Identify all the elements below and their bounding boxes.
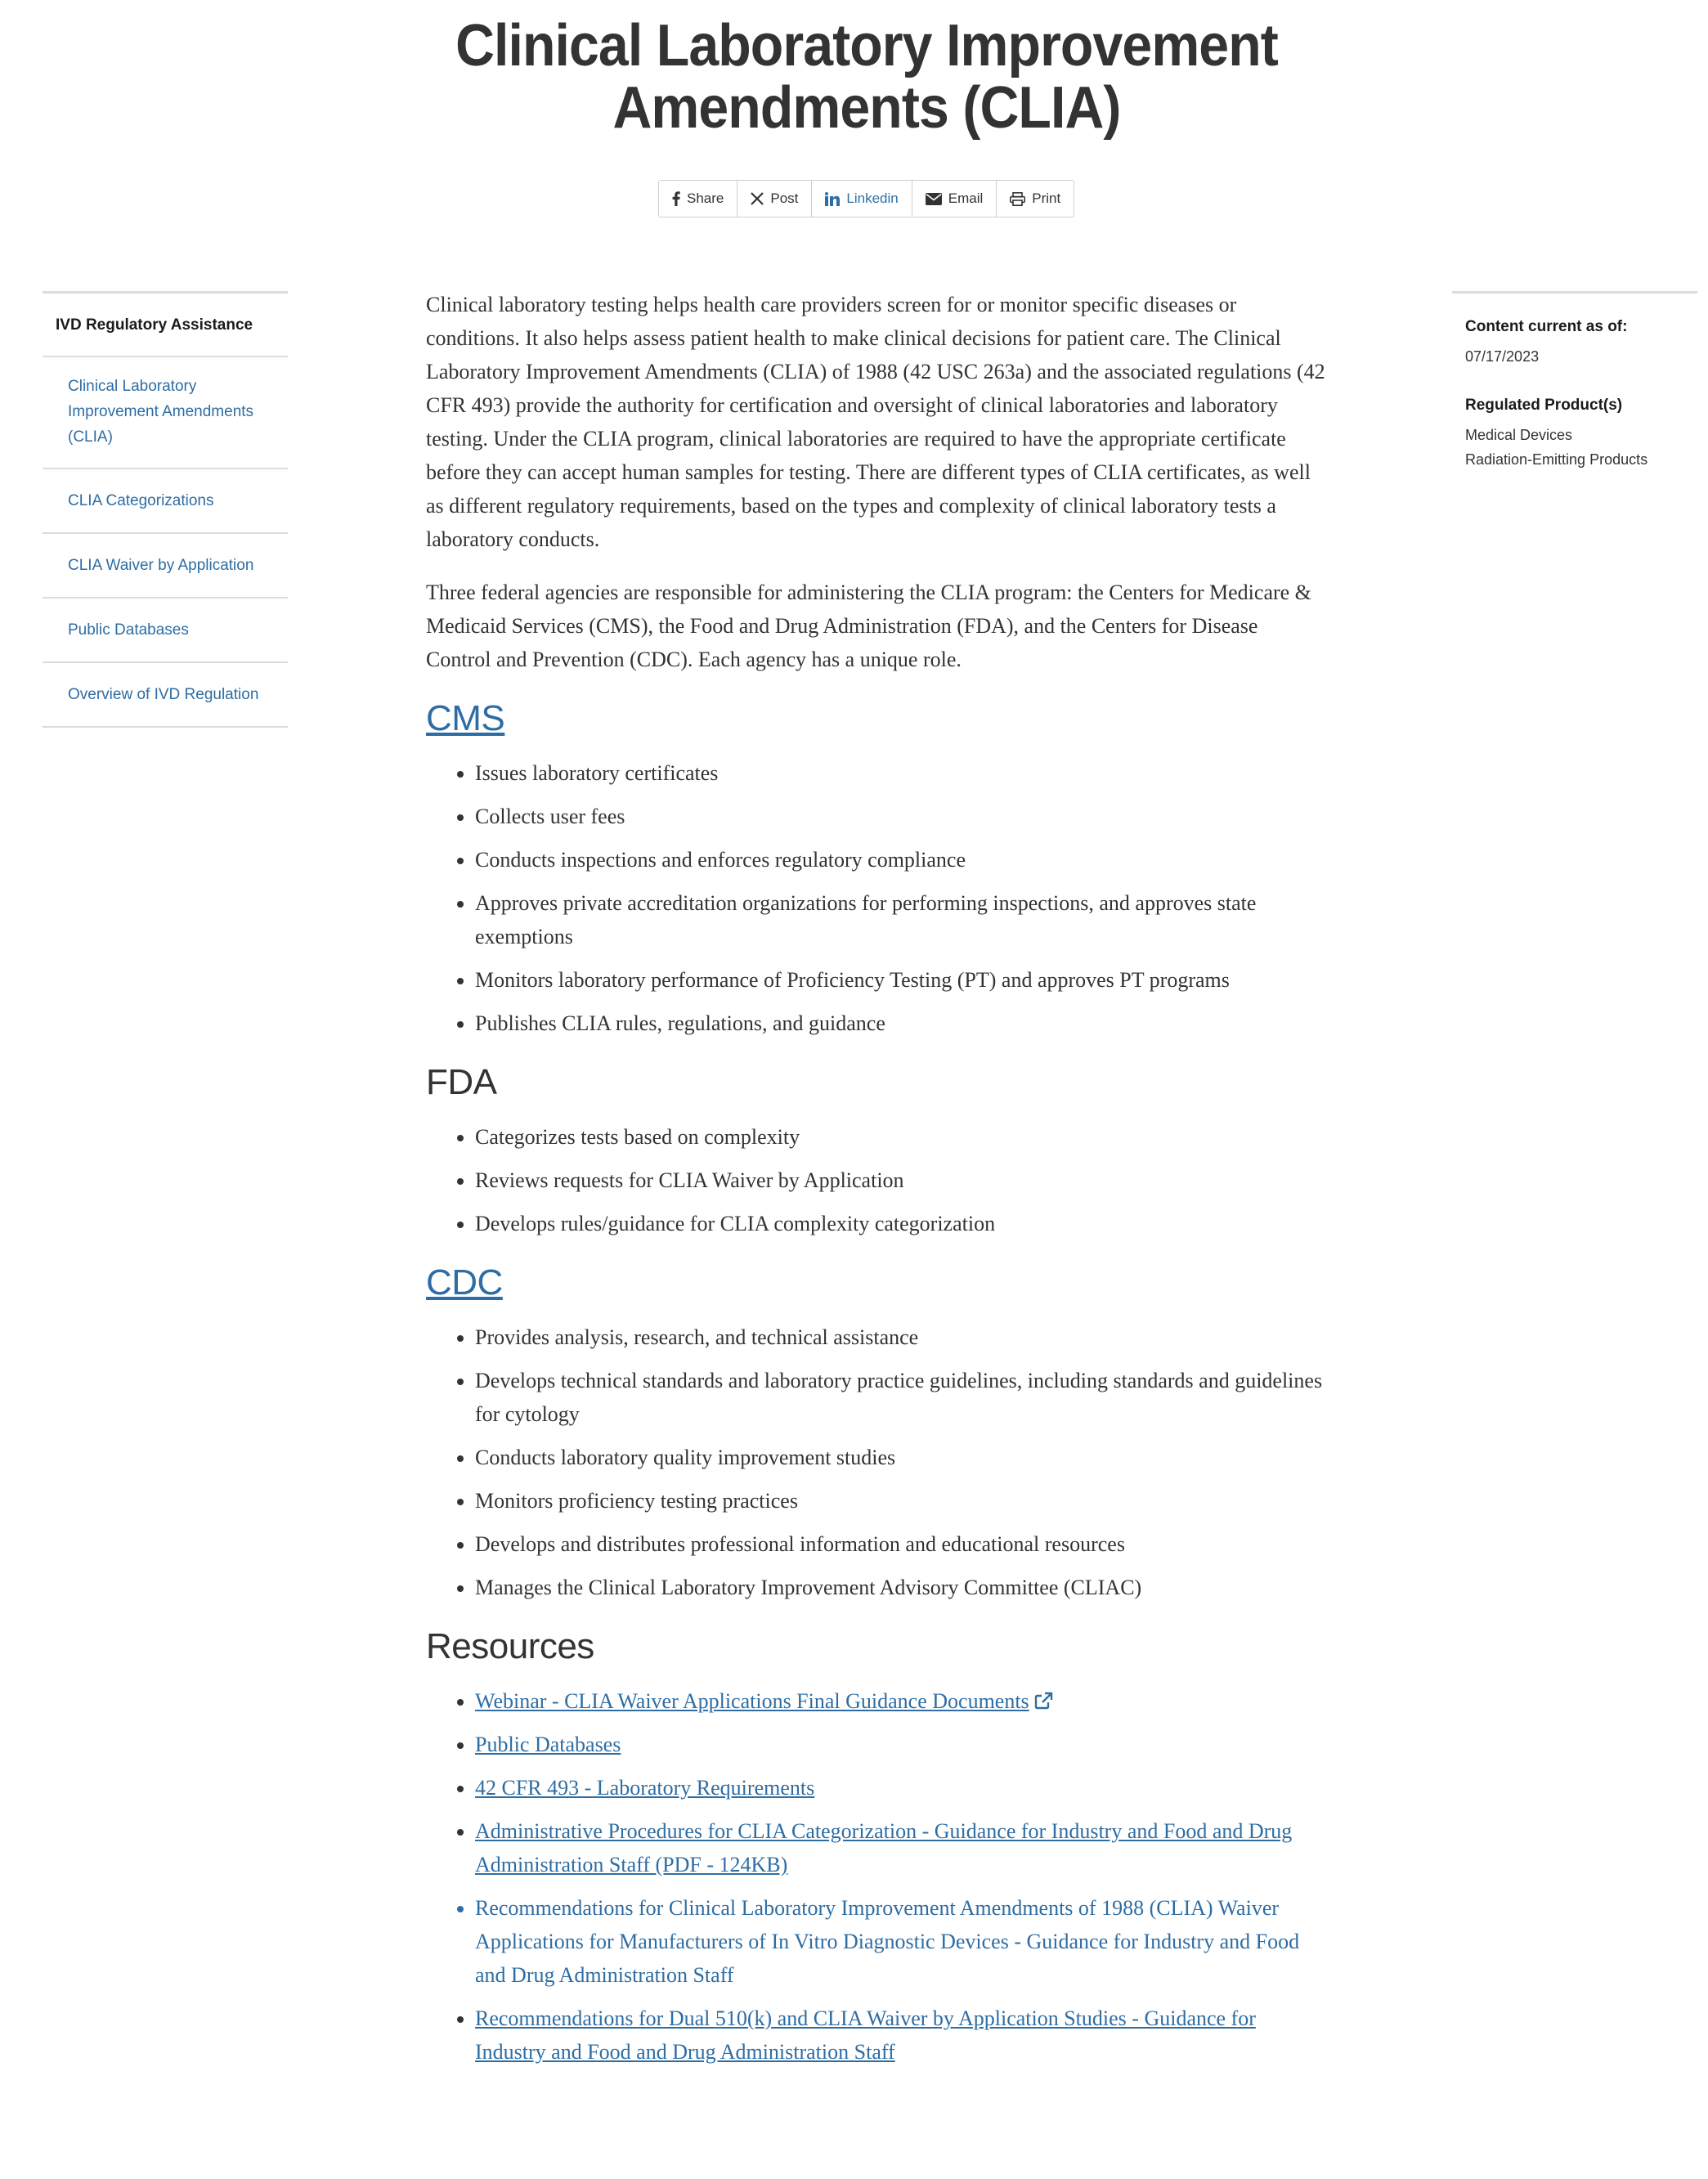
resource-recommendations-text: Recommendations for Clinical Laboratory Improvement Amendments of 1988 (CLIA) Waiver Applications for Manufacturers of In Vitro Diagnostic Devices - Guidance for Industry and Food and Drug Administration Staff xyxy=(475,1896,1300,1987)
main-content xyxy=(426,288,1325,2078)
list-item: • Reviews requests for CLIA Waiver by Application xyxy=(475,1163,1325,1197)
content-current-date: 07/17/2023 xyxy=(1465,348,1540,365)
list-item: • Develops rules/guidance for CLIA complexity categorization xyxy=(475,1207,1325,1240)
resource-item xyxy=(475,2002,1325,2069)
print-icon xyxy=(1010,192,1025,206)
list-item: • Manages the Clinical Laboratory Improvement Advisory Committee (CLIAC) xyxy=(475,1571,1325,1604)
resource-link-42cfr493[interactable]: 42 CFR 493 - Laboratory Requirements xyxy=(475,1776,815,1800)
regulated-product: Radiation-Emitting Products xyxy=(1465,451,1648,468)
share-facebook-button[interactable] xyxy=(659,181,737,217)
share-email-button[interactable] xyxy=(912,181,997,217)
print-label: Print xyxy=(1032,191,1061,206)
nav-item-public-databases[interactable]: Public Databases xyxy=(43,599,288,663)
share-x-button[interactable] xyxy=(737,181,812,217)
list-item: • Issues laboratory certificates xyxy=(475,756,1325,790)
cdc-link[interactable]: CDC xyxy=(426,1262,503,1302)
nav-item-clia-waiver[interactable]: CLIA Waiver by Application xyxy=(43,534,288,599)
agencies-paragraph: Three federal agencies are responsible for administering the CLIA program: the Centers for Medicare & Medicaid Services (CMS), the Food and Drug Administration (FDA), and the Centers for Disease Control and Prevention (CDC). Each agency has a unique role. xyxy=(426,581,1311,671)
resource-link-webinar[interactable]: Webinar - CLIA Waiver Applications Final Guidance Documents xyxy=(475,1689,1029,1713)
list-item: • Publishes CLIA rules, regulations, and guidance xyxy=(475,1007,1325,1040)
linkedin-label: Linkedin xyxy=(846,191,899,206)
nav-item-ivd-overview[interactable]: Overview of IVD Regulation xyxy=(43,663,288,728)
share-linkedin-button[interactable] xyxy=(812,181,912,217)
x-icon xyxy=(751,192,764,205)
resource-item xyxy=(475,1728,1325,1761)
left-nav xyxy=(43,291,288,728)
share-bar xyxy=(658,180,1074,217)
intro-paragraph: Clinical laboratory testing helps health care providers screen for or monitor specific diseases or conditions. It also helps assess patient health to make clinical decisions for patient care. The Clinical Laboratory Improvement Amendments (CLIA) of 1988 (42 USC 263a) and the associated regulations (42 CFR 493) provide the authority for certification and oversight of clinical laboratories and laboratory testing. Under the CLIA program, clinical laboratories are required to have the appropriate certificate before they can accept human samples for testing. There are different types of CLIA certificates, as well as different regulatory requirements, based on the types and complexity of clinical laboratory tests a laboratory conducts. xyxy=(426,293,1325,551)
cms-heading xyxy=(426,697,1325,740)
fda-list xyxy=(426,1120,1325,1240)
content-current-label: Content current as of: xyxy=(1465,318,1628,335)
resource-item xyxy=(475,1891,1325,1992)
external-link-icon xyxy=(1034,1692,1054,1710)
share-label: Share xyxy=(687,191,724,206)
resource-link-public-databases[interactable]: Public Databases xyxy=(475,1733,621,1756)
cms-list xyxy=(426,756,1325,1040)
list-item: • Develops technical standards and laboratory practice guidelines, including standards and guidelines for cytology xyxy=(475,1364,1325,1431)
linkedin-icon xyxy=(825,192,840,206)
cdc-heading xyxy=(426,1262,1325,1304)
page-title: Clinical Laboratory Improvement Amendments (CLIA) xyxy=(455,13,1278,141)
resource-link-dual-510k[interactable]: Recommendations for Dual 510(k) and CLIA Waiver by Application Studies - Guidance for Industry and Food and Drug Administration Staff xyxy=(475,2006,1256,2064)
resource-item xyxy=(475,1684,1325,1718)
content-meta xyxy=(1452,291,1697,496)
cdc-list xyxy=(426,1320,1325,1604)
list-item: • Approves private accreditation organizations for performing inspections, and approves state exemptions xyxy=(475,886,1325,953)
list-item: • Provides analysis, research, and technical assistance xyxy=(475,1320,1325,1354)
cms-link[interactable]: CMS xyxy=(426,698,505,738)
resources-heading: Resources xyxy=(426,1626,594,1666)
list-item: • Conducts inspections and enforces regulatory compliance xyxy=(475,843,1325,877)
nav-item-clia[interactable]: Clinical Laboratory Improvement Amendments (CLIA) xyxy=(43,357,288,469)
nav-heading: IVD Regulatory Assistance xyxy=(43,294,288,357)
regulated-products-label: Regulated Product(s) xyxy=(1465,397,1623,414)
resource-item xyxy=(475,1771,1325,1805)
fda-heading: FDA xyxy=(426,1062,497,1102)
list-item: • Categorizes tests based on complexity xyxy=(475,1120,1325,1154)
resource-link-admin-procedures[interactable]: Administrative Procedures for CLIA Categorization - Guidance for Industry and Food and Drug Administration Staff (PDF - 124KB) xyxy=(475,1819,1293,1876)
resources-list xyxy=(426,1684,1325,2069)
list-item: • Monitors laboratory performance of Proficiency Testing (PT) and approves PT programs xyxy=(475,963,1325,997)
email-label: Email xyxy=(948,191,984,206)
post-label: Post xyxy=(770,191,799,206)
list-item: • Collects user fees xyxy=(475,800,1325,833)
regulated-product: Medical Devices xyxy=(1465,427,1573,443)
list-item: • Develops and distributes professional information and educational resources xyxy=(475,1527,1325,1561)
facebook-icon xyxy=(672,191,680,206)
list-item: • Monitors proficiency testing practices xyxy=(475,1484,1325,1518)
print-button[interactable] xyxy=(997,181,1074,217)
email-icon xyxy=(926,193,942,205)
list-item: • Conducts laboratory quality improvement studies xyxy=(475,1441,1325,1474)
nav-item-clia-categorizations[interactable]: CLIA Categorizations xyxy=(43,469,288,534)
resource-item xyxy=(475,1814,1325,1881)
